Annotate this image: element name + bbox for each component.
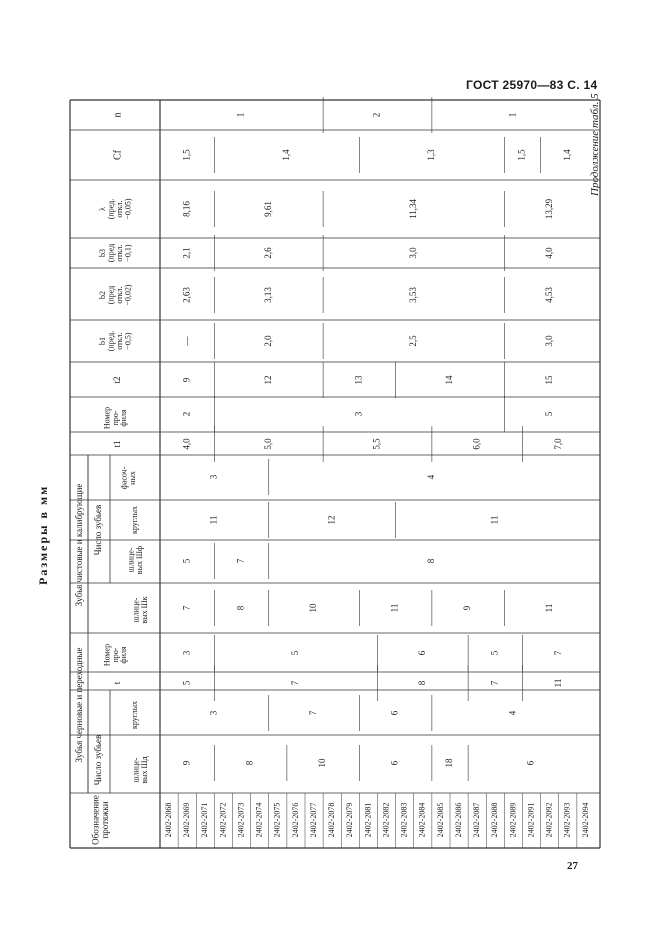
b2-cell: 3,53 — [407, 287, 418, 303]
designation-cell: 2402-2068 — [163, 802, 173, 838]
fine-t1-cell: 4,0 — [181, 438, 192, 450]
designation-cell: 2402-2091 — [526, 802, 536, 838]
hdr-designation: Обозначениепротяжки — [90, 795, 110, 845]
designation-cell: 2402-2085 — [435, 802, 445, 838]
designation-cell: 2402-2081 — [363, 802, 373, 838]
t2-cell: 15 — [543, 375, 554, 385]
page-number: 27 — [567, 860, 578, 872]
b1-cell: 2,5 — [407, 335, 418, 347]
b3-cell: 2,6 — [262, 247, 273, 259]
lambda-cell: 8,16 — [181, 201, 192, 217]
t2-cell: 13 — [353, 375, 364, 385]
designation-cell: 2402-2071 — [200, 802, 210, 838]
rough-round-cell: 4 — [507, 710, 518, 716]
rough-round-cell: 6 — [389, 710, 400, 716]
designation-cell: 2402-2078 — [327, 802, 337, 838]
t2-cell: 9 — [181, 377, 192, 383]
hdr-fine-spline1: шлице-вых Шк — [131, 596, 149, 624]
designation-cell: 2402-2076 — [290, 802, 300, 838]
rough-spline-cell: 6 — [525, 760, 536, 766]
lambda-cell: 11,34 — [407, 199, 418, 219]
cf-cell: 1,5 — [516, 149, 527, 161]
rough-round-cell: 3 — [208, 710, 219, 716]
fine-chamfer-cell: 3 — [208, 474, 219, 480]
b1-cell: — — [181, 336, 192, 346]
fine-round-cell: 12 — [326, 515, 337, 525]
fine-profile-cell: 5 — [543, 411, 554, 417]
designation-cell: 2402-2074 — [254, 802, 264, 838]
hdr-b2: b2(предоткл.−0,02) — [98, 284, 133, 306]
cf-cell: 1,5 — [181, 149, 192, 161]
sizes-label: Размеры в мм — [36, 484, 50, 586]
hdr-n: n — [112, 112, 124, 118]
fine-t1-cell: 7,0 — [552, 438, 563, 450]
hdr-b3: b3(предоткл.−0,1) — [98, 243, 133, 263]
hdr-fine-round: круглых — [129, 505, 139, 535]
rough-round-cell: 7 — [308, 710, 319, 716]
hdr-rough-round: круглых — [129, 700, 139, 730]
rough-profile-cell: 7 — [552, 650, 563, 656]
fine-round-cell: 11 — [489, 515, 500, 525]
rough-t-cell: 8 — [416, 680, 427, 686]
designation-cell: 2402-2087 — [472, 802, 482, 838]
designation-cell: 2402-2079 — [345, 802, 355, 838]
rough-spline-cell: 18 — [444, 758, 455, 768]
hdr-rough-group: Зубья черновые и переходные — [74, 647, 85, 763]
hdr-b1: b1(пред.откл.−0,5) — [98, 330, 133, 352]
t2-cell: 14 — [444, 375, 455, 385]
b2-cell: 3,13 — [262, 287, 273, 303]
b3-cell: 2,1 — [181, 247, 192, 259]
hdr-rough-t: t — [112, 681, 123, 685]
fine-spline2-cell: 7 — [235, 558, 246, 564]
b2-cell: 2,63 — [181, 287, 192, 303]
cf-cell: 1,3 — [425, 149, 436, 161]
b3-cell: 3,0 — [407, 247, 418, 259]
n-cell: 1 — [235, 112, 246, 118]
designation-cell: 2402-2077 — [308, 802, 318, 838]
rough-spline-cell: 6 — [389, 760, 400, 766]
designation-cell: 2402-2092 — [544, 802, 554, 838]
rough-profile-cell: 5 — [489, 650, 500, 656]
designation-cell: 2402-2089 — [508, 802, 518, 838]
fine-spline1-cell: 11 — [389, 603, 400, 613]
n-cell: 1 — [507, 112, 518, 118]
hdr-fine-profile: Номерпро-филя — [102, 406, 129, 430]
hdr-fine-t1: t1 — [112, 440, 123, 448]
fine-spline1-cell: 11 — [543, 603, 554, 613]
fine-spline1-cell: 10 — [308, 603, 319, 613]
hdr-fine-chamfer: фасоч-ных — [119, 466, 137, 490]
rough-t-cell: 7 — [489, 680, 500, 686]
fine-round-cell: 11 — [208, 515, 219, 525]
lambda-cell: 13,29 — [543, 198, 554, 220]
n-cell: 2 — [371, 112, 382, 118]
page-header: ГОСТ 25970—83 С. 14 — [466, 78, 598, 92]
designation-cell: 2402-2075 — [272, 802, 282, 838]
hdr-lambda: λ(пред.откл.−0,05) — [98, 198, 133, 220]
hdr-rough-count: Число зубьев — [93, 734, 104, 786]
fine-spline2-cell: 5 — [181, 558, 192, 564]
cf-cell: 1,4 — [561, 149, 572, 161]
fine-t1-cell: 5,5 — [371, 438, 382, 450]
rough-profile-cell: 6 — [416, 650, 427, 656]
designation-cell: 2402-2072 — [218, 802, 228, 838]
fine-chamfer-cell: 4 — [425, 474, 436, 480]
fine-spline1-cell: 8 — [235, 605, 246, 611]
t2-cell: 12 — [262, 375, 273, 385]
fine-spline1-cell: 9 — [462, 605, 473, 611]
rough-profile-cell: 3 — [181, 650, 192, 656]
rough-t-cell: 5 — [181, 680, 192, 686]
b3-cell: 4,0 — [543, 247, 554, 259]
designation-cell: 2402-2094 — [580, 802, 590, 838]
rough-spline-cell: 10 — [317, 758, 328, 768]
rough-spline-cell: 8 — [244, 760, 255, 766]
fine-spline1-cell: 7 — [181, 605, 192, 611]
hdr-t2: t2 — [112, 376, 123, 384]
fine-profile-cell: 3 — [353, 411, 364, 417]
designation-cell: 2402-2083 — [399, 802, 409, 838]
fine-spline2-cell: 8 — [425, 558, 436, 564]
b1-cell: 2,0 — [262, 335, 273, 347]
lambda-cell: 9,61 — [262, 201, 273, 217]
fine-profile-cell: 2 — [181, 411, 192, 417]
hdr-cf: Cf — [112, 150, 124, 160]
rough-t-cell: 7 — [290, 680, 300, 686]
hdr-fine-count: Число зубьев — [93, 504, 104, 556]
hdr-rough-spline: шлице-вых Шд — [131, 756, 149, 784]
fine-t1-cell: 5,0 — [262, 438, 273, 450]
designation-cell: 2402-2093 — [562, 802, 572, 838]
designation-cell: 2402-2073 — [236, 802, 246, 838]
continuation-label: Продолжение табл. 5 — [589, 93, 601, 196]
hdr-fine-group: Зубья чистовые и калибрующие — [74, 483, 85, 607]
fine-t1-cell: 6,0 — [471, 438, 482, 450]
designation-cell: 2402-2069 — [182, 802, 192, 838]
rough-profile-cell: 5 — [290, 650, 300, 656]
rough-t-cell: 11 — [552, 678, 563, 688]
designation-cell: 2402-2086 — [453, 802, 463, 838]
hdr-rough-profile: Номерпро-филя — [102, 643, 129, 667]
rough-spline-cell: 9 — [181, 760, 192, 766]
designation-cell: 2402-2088 — [490, 802, 500, 838]
designation-cell: 2402-2084 — [417, 802, 427, 838]
b1-cell: 3,0 — [543, 335, 554, 347]
hdr-fine-spline2: шлице-вых Шф — [126, 545, 144, 575]
cf-cell: 1,4 — [280, 149, 291, 161]
b2-cell: 4,53 — [543, 287, 554, 303]
designation-cell: 2402-2082 — [381, 802, 391, 838]
